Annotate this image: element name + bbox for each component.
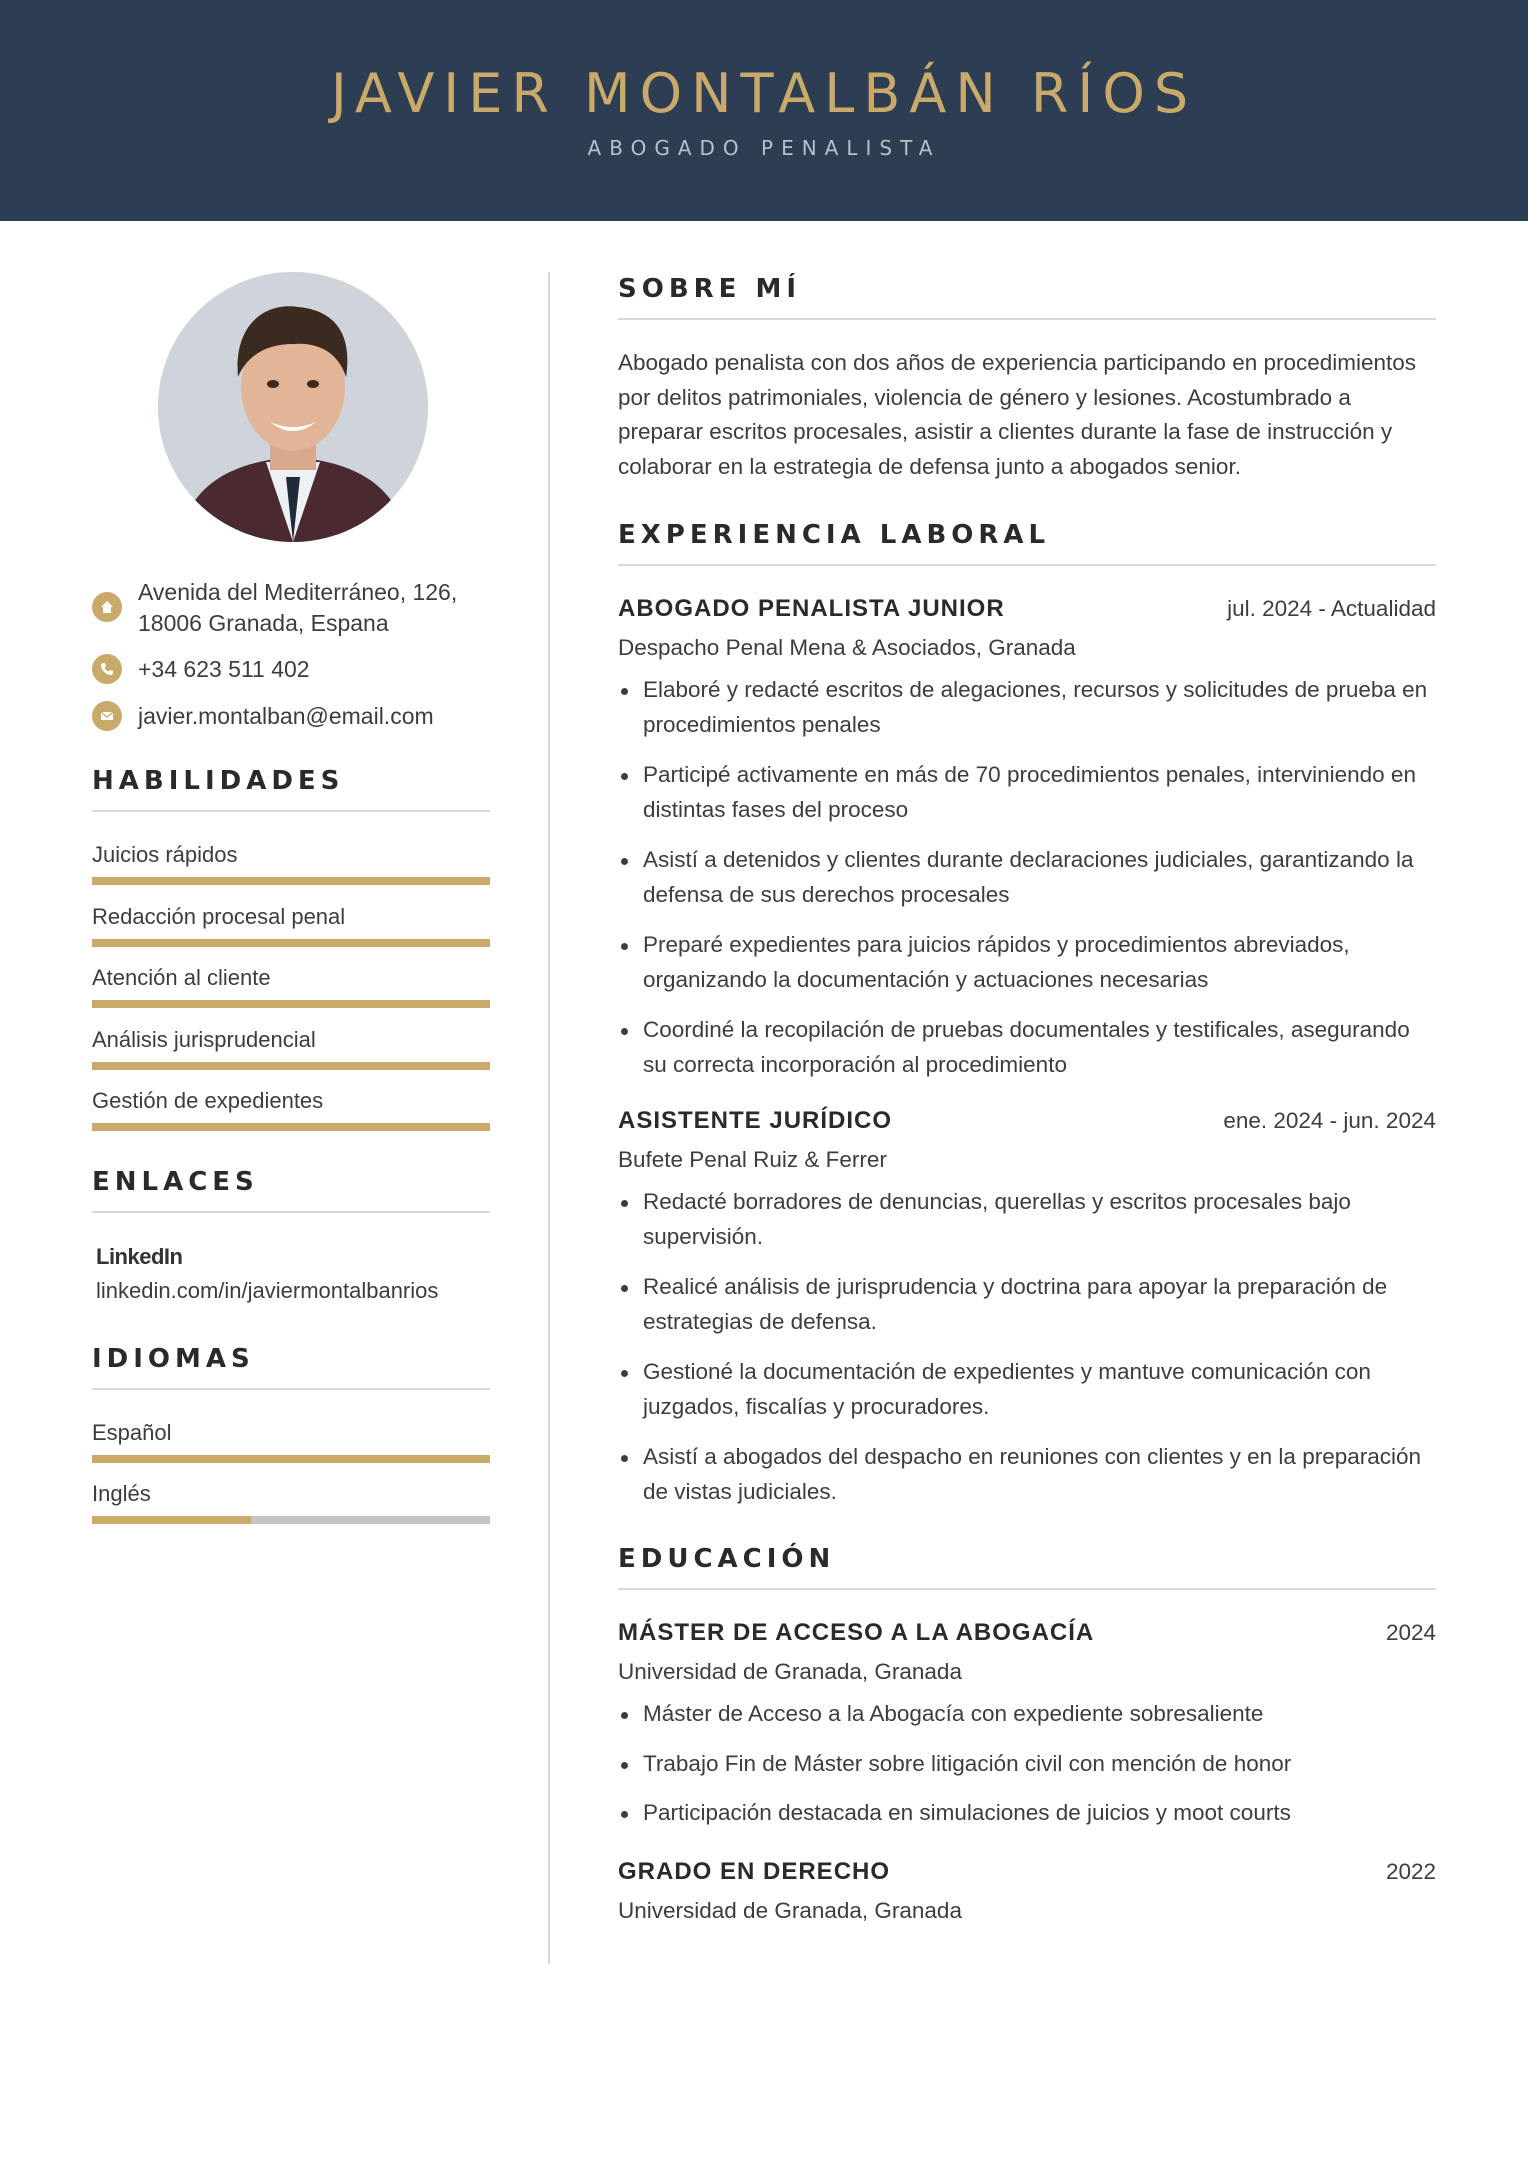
job-dates: jul. 2024 - Actualidad [1227,596,1436,621]
column-divider [548,272,550,1964]
list-item: Trabajo Fin de Máster sobre litigación civil con mención de honor [618,1747,1436,1782]
experience-rule [618,564,1436,566]
list-item: Máster de Acceso a la Abogacía con expediente sobresaliente [618,1697,1436,1732]
degree-title: MÁSTER DE ACCESO A LA ABOGACÍA [618,1619,1095,1646]
job-title: ASISTENTE JURÍDICO [618,1107,893,1134]
degree-year: 2024 [1385,1620,1436,1645]
list-item: Gestioné la documentación de expedientes y mantuve comunicación con juzgados, fiscalías y procuradores. [618,1355,1436,1424]
degree-title: GRADO EN DERECHO [618,1858,891,1885]
language-bar-fill [92,1455,490,1463]
profile-photo [158,272,428,542]
degree-bullets [618,1697,1436,1831]
about-text: Abogado penalista con dos años de experiencia participando en procedimientos por delitos patrimoniales, violencia de género y lesiones. Acostumbrado a preparar escritos procesales, asistir a clientes durante la fase de instrucción y colaborar en la estrategia de defensa junto a abogados senior. [618,350,1417,479]
header-banner [0,0,1528,221]
skill-bar [92,1000,490,1008]
job-employer: Bufete Penal Ruiz & Ferrer [618,1147,887,1172]
contact-phone [92,653,512,685]
candidate-title: ABOGADO PENALISTA [587,136,941,160]
languages-heading: IDIOMAS [92,1344,255,1374]
degree-year: 2022 [1385,1859,1436,1884]
job-bullets [618,673,1436,1082]
skills-rule [92,810,490,812]
skill-bar [92,1062,490,1070]
phone-icon [92,654,122,684]
email-icon [92,701,122,731]
list-item: Participación destacada en simulaciones de juicios y moot courts [618,1796,1436,1831]
degree-institution: Universidad de Granada, Granada [618,1898,962,1923]
skills-heading: HABILIDADES [92,766,345,796]
skill-bar-fill [92,1000,490,1008]
linkedin-url[interactable]: linkedin.com/in/javiermontalbanrios [96,1278,439,1303]
languages-rule [92,1388,490,1390]
skill-bar-fill [92,1062,490,1070]
links-heading: ENLACES [92,1167,259,1197]
skill-bar-fill [92,877,490,885]
language-label: Inglés [92,1481,151,1506]
degree-institution: Universidad de Granada, Granada [618,1659,962,1684]
job-title: ABOGADO PENALISTA JUNIOR [618,595,1005,622]
list-item: Coordiné la recopilación de pruebas documentales y testificales, asegurando su correcta incorporación al procedimiento [618,1013,1436,1082]
language-bar [92,1455,490,1463]
skill-label: Redacción procesal penal [92,904,346,929]
skill-label: Atención al cliente [92,965,271,990]
contact-email [92,700,512,732]
skill-bar [92,877,490,885]
home-icon [92,592,122,622]
language-bar-fill [92,1516,251,1524]
list-item: Asistí a abogados del despacho en reuniones con clientes y en la preparación de vistas judiciales. [618,1440,1436,1509]
address-line-1: Avenida del Mediterráneo, 126, [138,579,458,605]
education-rule [618,1588,1436,1590]
list-item: Participé activamente en más de 70 procedimientos penales, interviniendo en distintas fases del proceso [618,758,1436,827]
list-item: Realicé análisis de jurisprudencia y doctrina para apoyar la preparación de estrategias de defensa. [618,1270,1436,1339]
language-bar [92,1516,490,1524]
skill-label: Análisis jurisprudencial [92,1027,316,1052]
list-item: Asistí a detenidos y clientes durante declaraciones judiciales, garantizando la defensa de sus derechos procesales [618,843,1436,912]
skill-label: Gestión de expedientes [92,1088,324,1113]
skill-bar [92,1123,490,1131]
list-item: Redacté borradores de denuncias, querellas y escritos procesales bajo supervisión. [618,1185,1436,1254]
skill-bar-fill [92,939,490,947]
candidate-name: JAVIER MONTALBÁN RÍOS [330,62,1198,125]
job-dates: ene. 2024 - jun. 2024 [1223,1108,1436,1133]
skill-bar [92,939,490,947]
linkedin-label: LinkedIn [96,1244,183,1269]
about-heading: SOBRE MÍ [618,274,802,304]
skill-label: Juicios rápidos [92,842,238,867]
about-rule [618,318,1436,320]
phone-number: +34 623 511 402 [138,656,310,682]
language-label: Español [92,1420,172,1445]
list-item: Preparé expedientes para juicios rápidos y procedimientos abreviados, organizando la documentación y actuaciones necesarias [618,928,1436,997]
address-line-2: 18006 Granada, Espana [138,610,389,636]
skill-bar-fill [92,1123,490,1131]
job-employer: Despacho Penal Mena & Asociados, Granada [618,635,1076,660]
list-item: Elaboré y redacté escritos de alegaciones, recursos y solicitudes de prueba en procedimientos penales [618,673,1436,742]
email-address: javier.montalban@email.com [138,703,434,729]
job-bullets [618,1185,1436,1509]
links-rule [92,1211,490,1213]
experience-heading: EXPERIENCIA LABORAL [618,520,1051,550]
contact-address [92,576,512,640]
education-heading: EDUCACIÓN [618,1544,836,1574]
